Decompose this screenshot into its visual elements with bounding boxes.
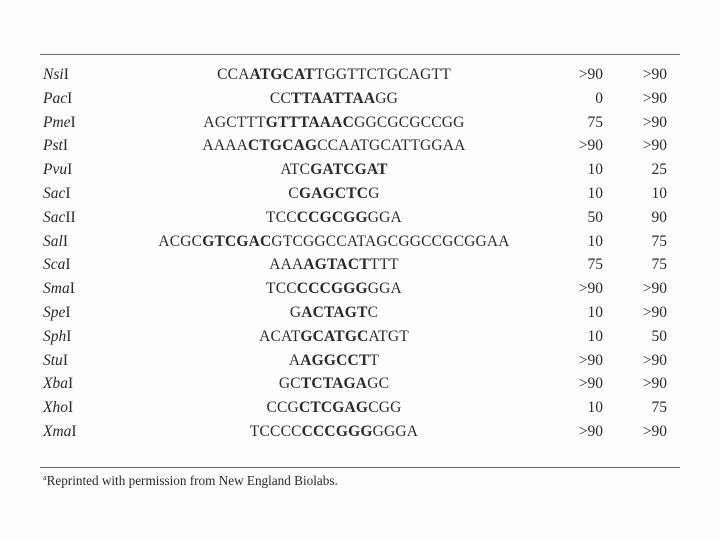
- cleavage-value-column-2: >90: [642, 89, 667, 107]
- sequence-flank-left: ATC: [280, 161, 311, 179]
- table-row: [0, 230, 720, 254]
- cleavage-value-column-2: >90: [642, 422, 667, 440]
- sequence-recognition-site: ACTAGT: [301, 303, 368, 321]
- recognition-sequence: [289, 349, 379, 373]
- recognition-sequence: [269, 253, 399, 277]
- recognition-sequence: [266, 396, 401, 420]
- cleavage-value-column-2: 10: [651, 184, 667, 202]
- footnote-marker: a: [43, 473, 47, 482]
- sequence-flank-right: GC: [367, 375, 390, 393]
- table-row: [0, 372, 720, 396]
- enzyme-name: [43, 87, 72, 111]
- cleavage-value-column-2: >90: [642, 113, 667, 131]
- sequence-flank-right: GTCGGCCATAGCGGCCGCGGAA: [271, 232, 510, 250]
- enzyme-roman-numeral: I: [62, 351, 68, 369]
- sequence-recognition-site: GTCGAC: [202, 232, 272, 250]
- enzyme-roman-numeral: I: [69, 280, 75, 298]
- recognition-sequence: [250, 420, 418, 444]
- sequence-flank-left: ACGC: [158, 232, 203, 250]
- cleavage-value-column-1: 0: [595, 89, 603, 107]
- table-row: [0, 396, 720, 420]
- cleavage-value-column-2: >90: [642, 280, 667, 298]
- sequence-flank-left: CC: [269, 89, 291, 107]
- table-row: [0, 87, 720, 111]
- cleavage-value-column-2: 75: [651, 399, 667, 417]
- enzyme-name: [43, 253, 71, 277]
- cleavage-value-column-2: >90: [642, 66, 667, 83]
- sequence-flank-left: GC: [278, 375, 301, 393]
- recognition-sequence: [270, 87, 398, 111]
- sequence-flank-left: A: [288, 351, 301, 369]
- enzyme-name: [43, 230, 68, 254]
- enzyme-name: [43, 206, 76, 230]
- recognition-sequence: [290, 301, 378, 325]
- table-row: [0, 63, 720, 87]
- sequence-recognition-site: GAGCTC: [298, 184, 369, 202]
- enzyme-name: [43, 396, 73, 420]
- sequence-flank-left: CCA: [217, 66, 250, 83]
- sequence-recognition-site: CCCGGG: [296, 280, 368, 298]
- cleavage-value-column-1: 50: [587, 208, 603, 226]
- cleavage-value-column-1: 75: [587, 113, 603, 131]
- enzyme-roman-numeral: I: [67, 375, 74, 393]
- sequence-recognition-site: GATCGAT: [310, 161, 388, 179]
- sequence-flank-left: G: [289, 303, 302, 321]
- cleavage-value-column-2: 50: [651, 327, 667, 345]
- enzyme-genus-abbrev: Sma: [43, 280, 70, 298]
- recognition-sequence: [266, 277, 402, 301]
- enzyme-name: [43, 63, 69, 87]
- sequence-recognition-site: GTTTAAAC: [265, 113, 355, 131]
- enzyme-table: [0, 63, 720, 444]
- enzyme-roman-numeral: I: [67, 89, 73, 107]
- table-row: [0, 182, 720, 206]
- table-row: [0, 277, 720, 301]
- sequence-flank-left: TCC: [266, 280, 297, 298]
- enzyme-name: [43, 325, 71, 349]
- sequence-flank-right: GGGA: [372, 422, 419, 440]
- cleavage-value-column-1: 10: [587, 232, 603, 250]
- footnote: [43, 469, 338, 490]
- enzyme-name: [43, 372, 73, 396]
- sequence-recognition-site: CCCGGG: [301, 422, 373, 440]
- recognition-sequence: [259, 325, 409, 349]
- recognition-sequence: [202, 134, 465, 158]
- enzyme-name: [43, 158, 72, 182]
- enzyme-genus-abbrev: Sal: [43, 232, 63, 250]
- sequence-flank-right: CGG: [368, 399, 402, 417]
- enzyme-genus-abbrev: Stu: [43, 351, 63, 369]
- enzyme-roman-numeral: I: [65, 303, 71, 321]
- sequence-recognition-site: TCTAGA: [300, 375, 368, 393]
- cleavage-value-column-1: 10: [587, 327, 603, 345]
- cleavage-value-column-1: >90: [578, 137, 603, 155]
- sequence-flank-left: TCC: [266, 208, 297, 226]
- enzyme-genus-abbrev: Pac: [43, 89, 68, 107]
- enzyme-roman-numeral: I: [67, 161, 73, 179]
- enzyme-genus-abbrev: Nsi: [43, 66, 64, 83]
- cleavage-value-column-2: >90: [642, 351, 667, 369]
- sequence-flank-left: AGCTTT: [203, 113, 266, 131]
- sequence-flank-right: GGA: [367, 280, 402, 298]
- enzyme-roman-numeral: II: [65, 208, 76, 226]
- recognition-sequence: [203, 111, 464, 135]
- sequence-flank-right: C: [367, 303, 379, 321]
- cleavage-value-column-1: 10: [587, 399, 603, 417]
- sequence-recognition-site: TTAATTAA: [291, 89, 376, 107]
- enzyme-genus-abbrev: Xma: [43, 422, 72, 440]
- sequence-recognition-site: CTCGAG: [298, 399, 369, 417]
- sequence-flank-right: CCAATGCATTGGAA: [317, 137, 466, 155]
- table-row: [0, 158, 720, 182]
- sequence-flank-right: GGCGCGCCGG: [354, 113, 465, 131]
- enzyme-name: [43, 134, 68, 158]
- enzyme-name: [43, 349, 68, 373]
- cleavage-value-column-2: >90: [642, 137, 667, 155]
- table-row: [0, 206, 720, 230]
- enzyme-roman-numeral: I: [71, 422, 77, 440]
- enzyme-roman-numeral: I: [70, 113, 76, 131]
- table-row: [0, 420, 720, 444]
- cleavage-value-column-1: 10: [587, 161, 603, 179]
- sequence-flank-right: T: [369, 351, 380, 369]
- cleavage-value-column-1: 75: [587, 256, 603, 274]
- cleavage-value-column-1: 10: [587, 184, 603, 202]
- sequence-flank-left: CCG: [266, 399, 299, 417]
- table-row: [0, 349, 720, 373]
- recognition-sequence: [280, 158, 387, 182]
- cleavage-value-column-2: 90: [651, 208, 667, 226]
- cleavage-value-column-1: 10: [587, 303, 603, 321]
- cleavage-value-column-2: 75: [651, 232, 667, 250]
- sequence-recognition-site: CCGCGG: [296, 208, 368, 226]
- recognition-sequence: [217, 63, 451, 87]
- enzyme-roman-numeral: I: [67, 399, 74, 417]
- enzyme-name: [43, 182, 71, 206]
- sequence-recognition-site: AGGCCT: [300, 351, 370, 369]
- sequence-flank-left: C: [288, 184, 299, 202]
- enzyme-roman-numeral: I: [65, 256, 71, 274]
- sequence-flank-left: AAA: [269, 256, 304, 274]
- table-row: [0, 253, 720, 277]
- enzyme-genus-abbrev: Pme: [43, 113, 71, 131]
- sequence-recognition-site: AGTACT: [303, 256, 370, 274]
- table-row: [0, 134, 720, 158]
- recognition-sequence: [279, 372, 389, 396]
- cleavage-value-column-1: >90: [578, 422, 603, 440]
- recognition-sequence: [266, 206, 402, 230]
- enzyme-genus-abbrev: Pvu: [43, 161, 68, 179]
- recognition-sequence: [288, 182, 379, 206]
- enzyme-genus-abbrev: Spe: [43, 303, 66, 321]
- sequence-flank-left: ACAT: [259, 327, 301, 345]
- enzyme-roman-numeral: I: [62, 232, 68, 250]
- sequence-flank-right: GG: [375, 89, 399, 107]
- sequence-flank-left: AAAA: [202, 137, 248, 155]
- enzyme-genus-abbrev: Xho: [43, 399, 68, 417]
- sequence-flank-right: TGGTTCTGCAGTT: [314, 66, 451, 83]
- cleavage-value-column-2: >90: [642, 375, 667, 393]
- sequence-recognition-site: ATGCAT: [249, 66, 315, 83]
- table-bottom-rule: [40, 467, 680, 468]
- enzyme-genus-abbrev: Xba: [43, 375, 68, 393]
- enzyme-genus-abbrev: Pst: [43, 137, 63, 155]
- sequence-recognition-site: GCATGC: [300, 327, 369, 345]
- sequence-flank-right: TTT: [369, 256, 399, 274]
- recognition-sequence: [158, 230, 509, 254]
- enzyme-name: [43, 301, 71, 325]
- enzyme-name: [43, 420, 77, 444]
- enzyme-genus-abbrev: Sac: [43, 184, 66, 202]
- table-row: [0, 301, 720, 325]
- enzyme-roman-numeral: I: [63, 66, 69, 83]
- cleavage-value-column-1: >90: [578, 280, 603, 298]
- enzyme-genus-abbrev: Sac: [43, 208, 66, 226]
- table-top-rule: [40, 54, 680, 55]
- enzyme-name: [43, 277, 75, 301]
- enzyme-roman-numeral: I: [62, 137, 68, 155]
- enzyme-roman-numeral: I: [66, 327, 72, 345]
- enzyme-name: [43, 111, 76, 135]
- table-row: [0, 325, 720, 349]
- cleavage-value-column-2: 75: [651, 256, 667, 274]
- enzyme-genus-abbrev: Sca: [43, 256, 66, 274]
- sequence-flank-right: ATGT: [368, 327, 409, 345]
- sequence-flank-left: TCCCC: [249, 422, 302, 440]
- sequence-recognition-site: CTGCAG: [248, 137, 318, 155]
- enzyme-roman-numeral: I: [65, 184, 71, 202]
- footnote-text: Reprinted with permission from New England Biolabs.: [46, 473, 338, 488]
- cleavage-value-column-1: >90: [578, 66, 603, 83]
- sequence-flank-right: GGA: [367, 208, 402, 226]
- table-row: [0, 111, 720, 135]
- cleavage-value-column-2: >90: [642, 303, 667, 321]
- sequence-flank-right: G: [368, 184, 380, 202]
- enzyme-genus-abbrev: Sph: [43, 327, 67, 345]
- cleavage-value-column-2: 25: [651, 161, 667, 179]
- cleavage-value-column-1: >90: [578, 351, 603, 369]
- cleavage-value-column-1: >90: [578, 375, 603, 393]
